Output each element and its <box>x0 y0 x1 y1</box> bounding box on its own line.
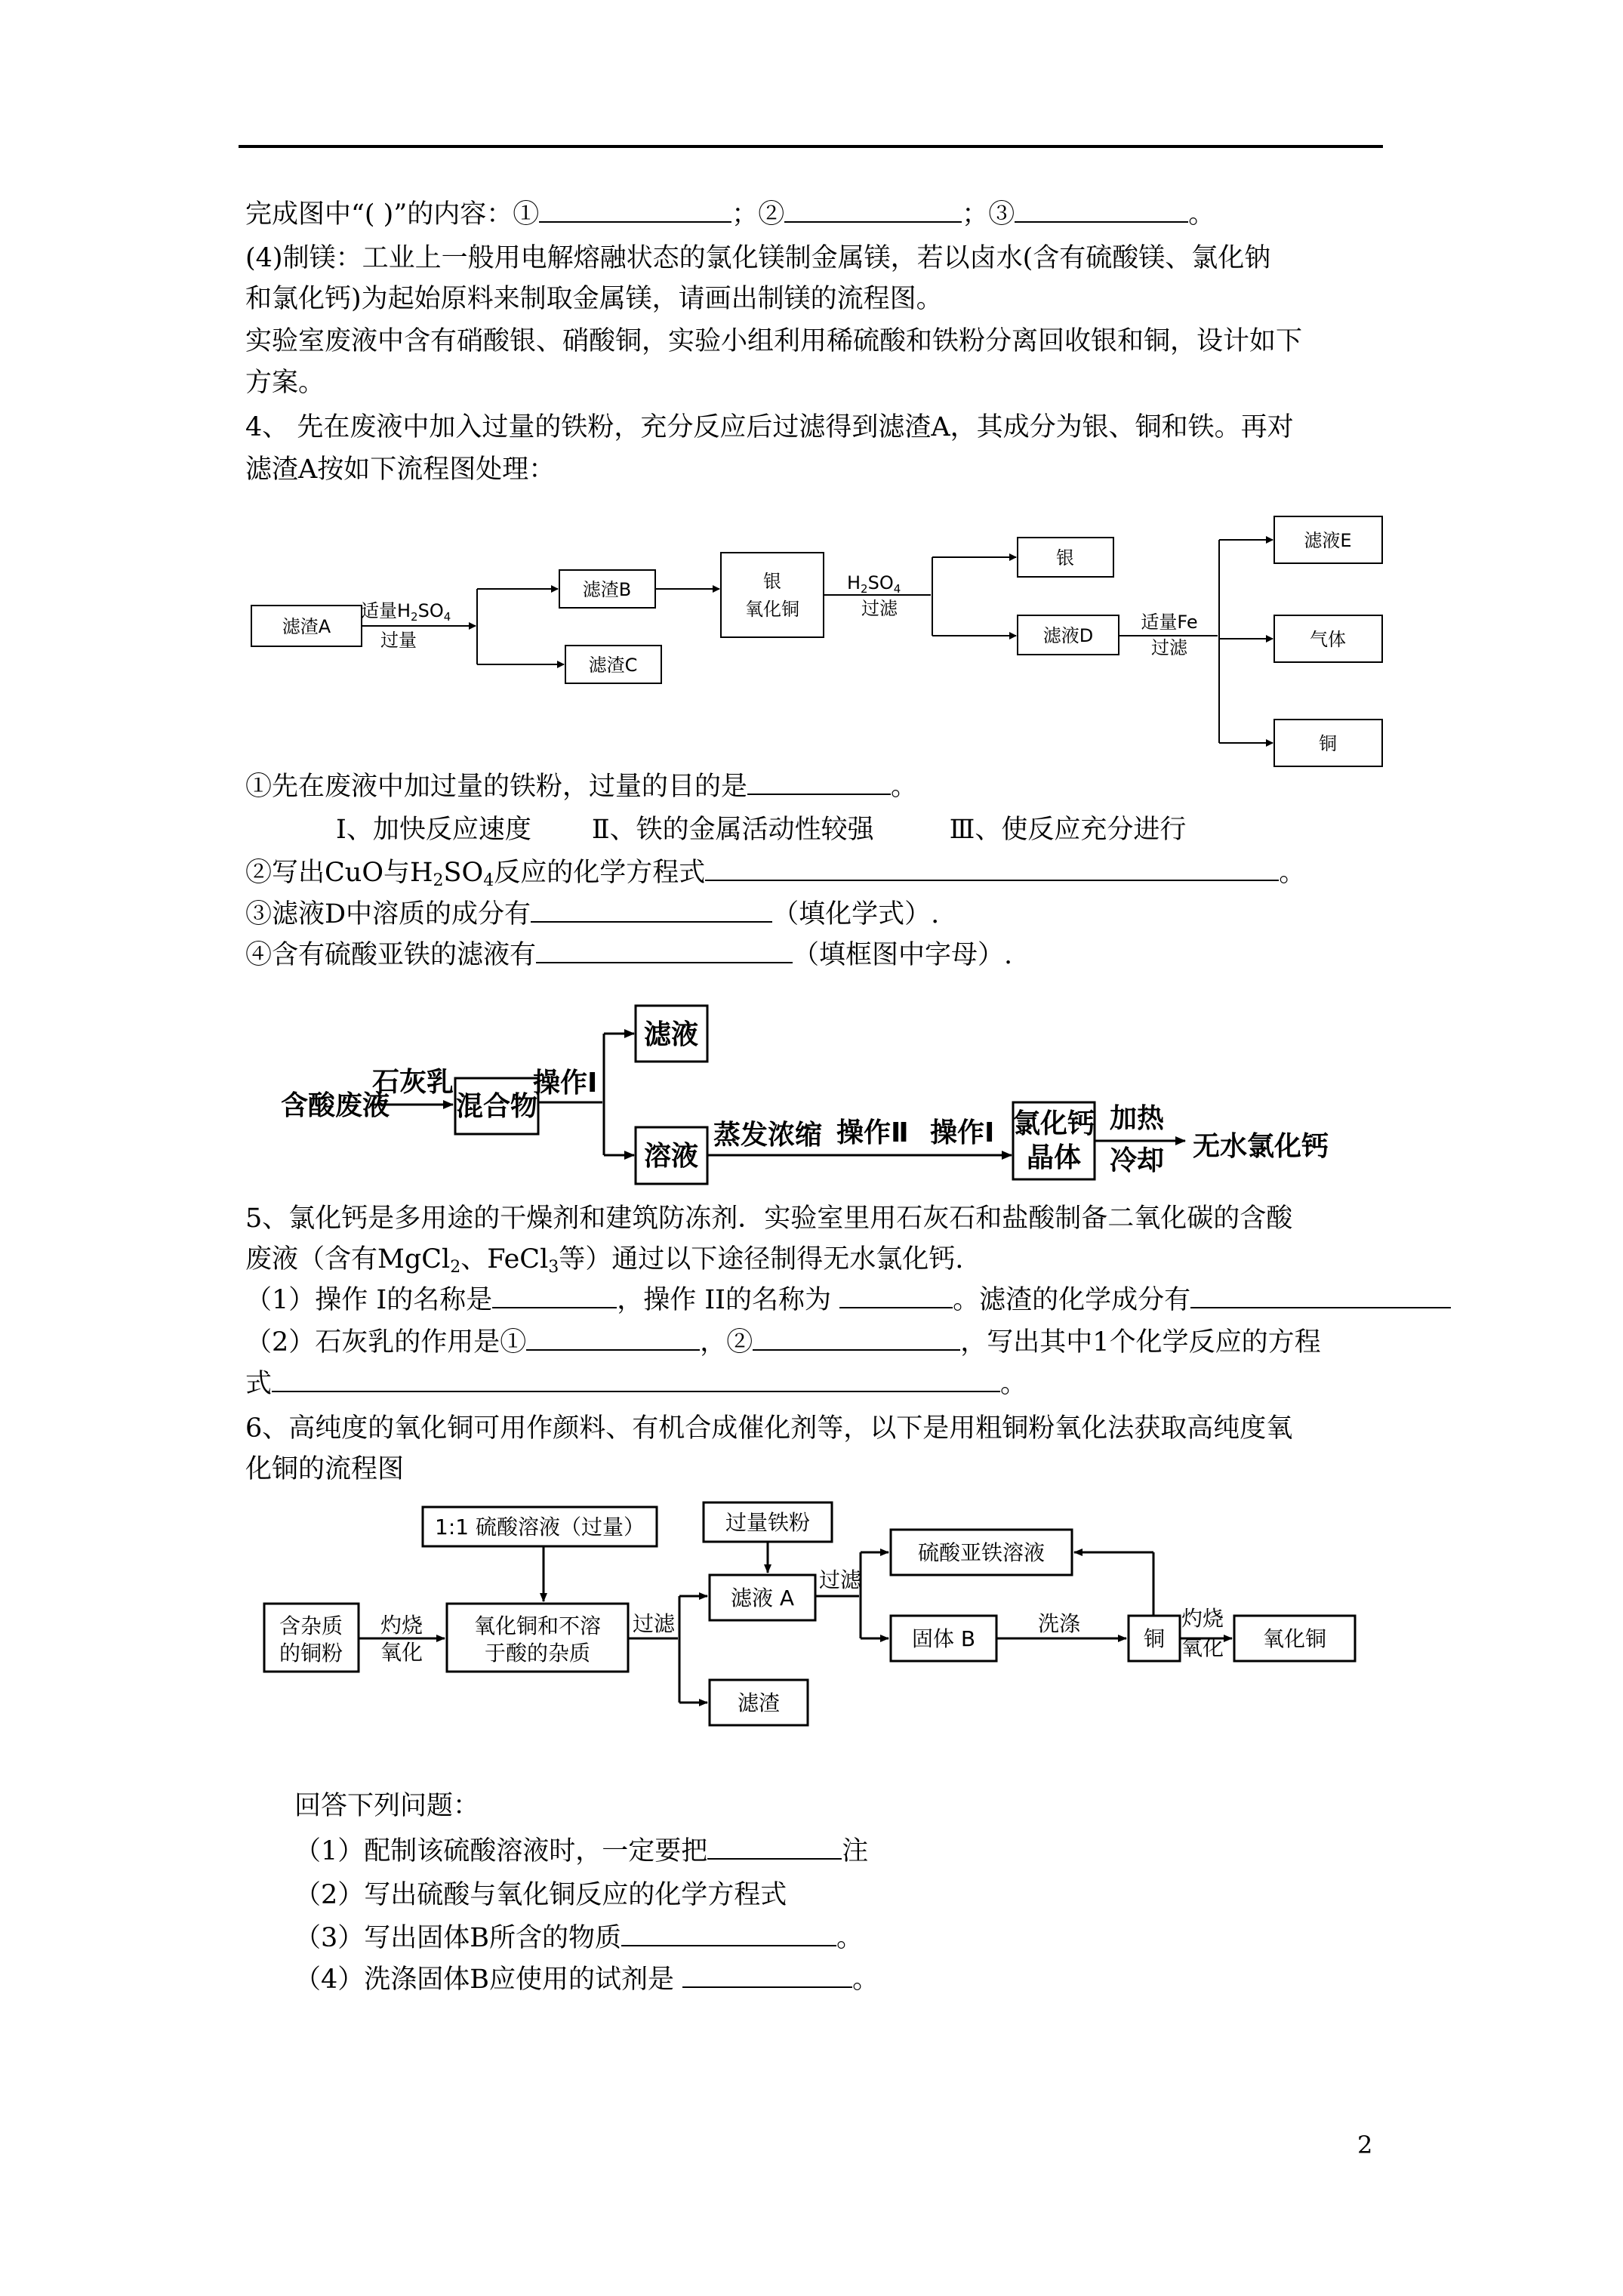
arrow2-condition: 过滤 <box>861 598 898 619</box>
label-roast-4: 氧化 <box>1181 1635 1224 1660</box>
label-mixture: 混合物 <box>455 1091 538 1122</box>
arrow1-condition: 过量 <box>380 630 417 651</box>
label-filter-2: 过滤 <box>819 1567 862 1592</box>
label-filtrate-a: 滤液 A <box>730 1586 795 1610</box>
label-filtrate-d: 滤液D <box>1042 625 1094 646</box>
option-1[interactable]: Ⅰ、加快反应速度 <box>336 815 531 845</box>
label-mix-2: 于酸的杂质 <box>484 1641 591 1666</box>
label-residue-b: 滤渣B <box>582 579 632 600</box>
arrow1-reagent: 适量$H_2SO_4$ <box>361 600 451 624</box>
label-gas: 气体 <box>1310 629 1346 650</box>
label-copper: 铜 <box>1319 733 1337 754</box>
label-ferrous-sulfate: 硫酸亚铁溶液 <box>917 1540 1046 1565</box>
label-anhydrous-cacl2: 无水氯化钙 <box>1193 1131 1329 1162</box>
lab-intro-line2: 方案。 <box>245 368 325 398</box>
label-cool: 冷却 <box>1110 1145 1165 1176</box>
q5-sub2: （2）石灰乳的作用是① ，② ，写出其中1个化学反应的方程 <box>245 1327 1321 1358</box>
label-wash: 洗涤 <box>1038 1611 1081 1636</box>
q6-blank-1[interactable] <box>707 1835 842 1860</box>
label-sulfuric-acid: 1:1 硫酸溶液（过量） <box>435 1515 645 1539</box>
q6-stem-line2: 化铜的流程图 <box>245 1454 405 1484</box>
label-op1-again: 操作Ⅰ <box>930 1117 995 1148</box>
label-residue: 滤渣 <box>737 1690 781 1715</box>
q6-sub3: （3）写出固体B所含的物质 。 <box>294 1923 864 1953</box>
option-2[interactable]: Ⅱ、铁的金属活动性较强 <box>591 815 874 845</box>
label-copper: 铜 <box>1143 1626 1166 1651</box>
arrow3-condition: 过滤 <box>1151 637 1187 658</box>
label-residue-a: 滤渣A <box>282 616 331 637</box>
q5-stem-line2: 废液（含有MgCl$_2$、FeCl$_3$等）通过以下途径制得无水氯化钙. <box>245 1244 964 1277</box>
label-lime-milk: 石灰乳 <box>372 1067 454 1098</box>
option-3[interactable]: Ⅲ、使反应充分进行 <box>949 815 1187 845</box>
label-filter-1: 过滤 <box>633 1611 676 1636</box>
label-mix-silver: 银 <box>763 571 781 592</box>
q4-sub2: ②写出CuO与$H_2SO_4$反应的化学方程式 。 <box>245 858 1306 890</box>
arrow3-reagent: 适量Fe <box>1141 612 1198 633</box>
q6-blank-3[interactable] <box>621 1922 836 1946</box>
label-impure-2: 的铜粉 <box>279 1641 343 1666</box>
label-heat: 加热 <box>1110 1103 1165 1134</box>
q3-part4-line2: 和氯化钙)为起始原料来制取金属镁，请画出制镁的流程图。 <box>245 284 943 314</box>
label-silver: 银 <box>1056 547 1074 569</box>
label-solid-b: 固体 B <box>911 1626 976 1651</box>
label-filtrate-e: 滤液E <box>1304 530 1352 551</box>
label-roast-3: 灼烧 <box>1181 1606 1224 1631</box>
q6-sub4: （4）洗涤固体B应使用的试剂是 。 <box>294 1965 879 1995</box>
label-evaporate: 蒸发浓缩 <box>713 1120 823 1151</box>
q4-sub1: ①先在废液中加过量的铁粉，过量的目的是 。 <box>245 772 918 802</box>
q6-stem-line1: 6、高纯度的氧化铜可用作颜料、有机合成催化剂等，以下是用粗铜粉氧化法获取高纯度氧 <box>245 1413 1293 1444</box>
label-op2: 操作Ⅱ <box>836 1117 909 1148</box>
q4-stem-line2: 滤渣A按如下流程图处理： <box>245 455 556 485</box>
arrow2-reagent: $H_2SO_4$ <box>847 572 901 596</box>
label-filtrate: 滤液 <box>643 1019 699 1050</box>
label-op1: 操作Ⅰ <box>533 1068 598 1099</box>
label-mix-1: 氧化铜和不溶 <box>473 1613 602 1638</box>
lab-intro-line1: 实验室废液中含有硝酸银、硝酸铜，实验小组利用稀硫酸和铁粉分离回收银和铜，设计如下 <box>245 326 1303 356</box>
label-residue-c: 滤渣C <box>588 655 638 676</box>
q4-sub3: ③滤液D中溶质的成分有 （填化学式）. <box>245 899 940 929</box>
page-number: 2 <box>1357 2131 1373 2159</box>
q6-intro: 回答下列问题： <box>294 1791 480 1821</box>
label-impure-1: 含杂质 <box>279 1613 343 1638</box>
q6-sub2: （2）写出硫酸与氧化铜反应的化学方程式 <box>294 1880 787 1910</box>
label-solution: 溶液 <box>643 1141 699 1172</box>
label-mix-copper-oxide: 氧化铜 <box>745 599 799 620</box>
label-iron-powder: 过量铁粉 <box>725 1510 811 1535</box>
q6-blank-4[interactable] <box>682 1964 852 1988</box>
q5-sub1: （1）操作 I的名称是 ，操作 II的名称为 。滤渣的化学成分有 <box>245 1284 1451 1317</box>
q3-part4-line1: (4)制镁：工业上一般用电解熔融状态的氯化镁制金属镁，若以卤水(含有硫酸镁、氯化钠 <box>245 243 1271 273</box>
label-roast-1: 灼烧 <box>380 1613 423 1638</box>
label-crystal-1: 氯化钙 <box>1012 1108 1095 1139</box>
q5-sub2-cont: 式 。 <box>245 1369 1027 1399</box>
label-acid-waste: 含酸废液 <box>281 1090 390 1121</box>
q3-fill-line: 完成图中“( )”的内容：① ；② ；③ 。 <box>245 199 1215 230</box>
q4-sub4: ④含有硫酸亚铁的滤液有 （填框图中字母）. <box>245 940 1013 970</box>
label-crystal-2: 晶体 <box>1026 1142 1082 1173</box>
q4-stem-line1: 4、 先在废液中加入过量的铁粉，充分反应后过滤得到滤渣A，其成分为银、铜和铁。再对 <box>245 412 1294 442</box>
label-copper-oxide: 氧化铜 <box>1262 1626 1327 1651</box>
q5-stem-line1: 5、氯化钙是多用途的干燥剂和建筑防冻剂．实验室里用石灰石和盐酸制备二氧化碳的含酸 <box>245 1203 1293 1234</box>
label-roast-2: 氧化 <box>380 1640 423 1665</box>
q6-sub1: （1）配制该硫酸溶液时，一定要把 注 <box>294 1836 869 1866</box>
